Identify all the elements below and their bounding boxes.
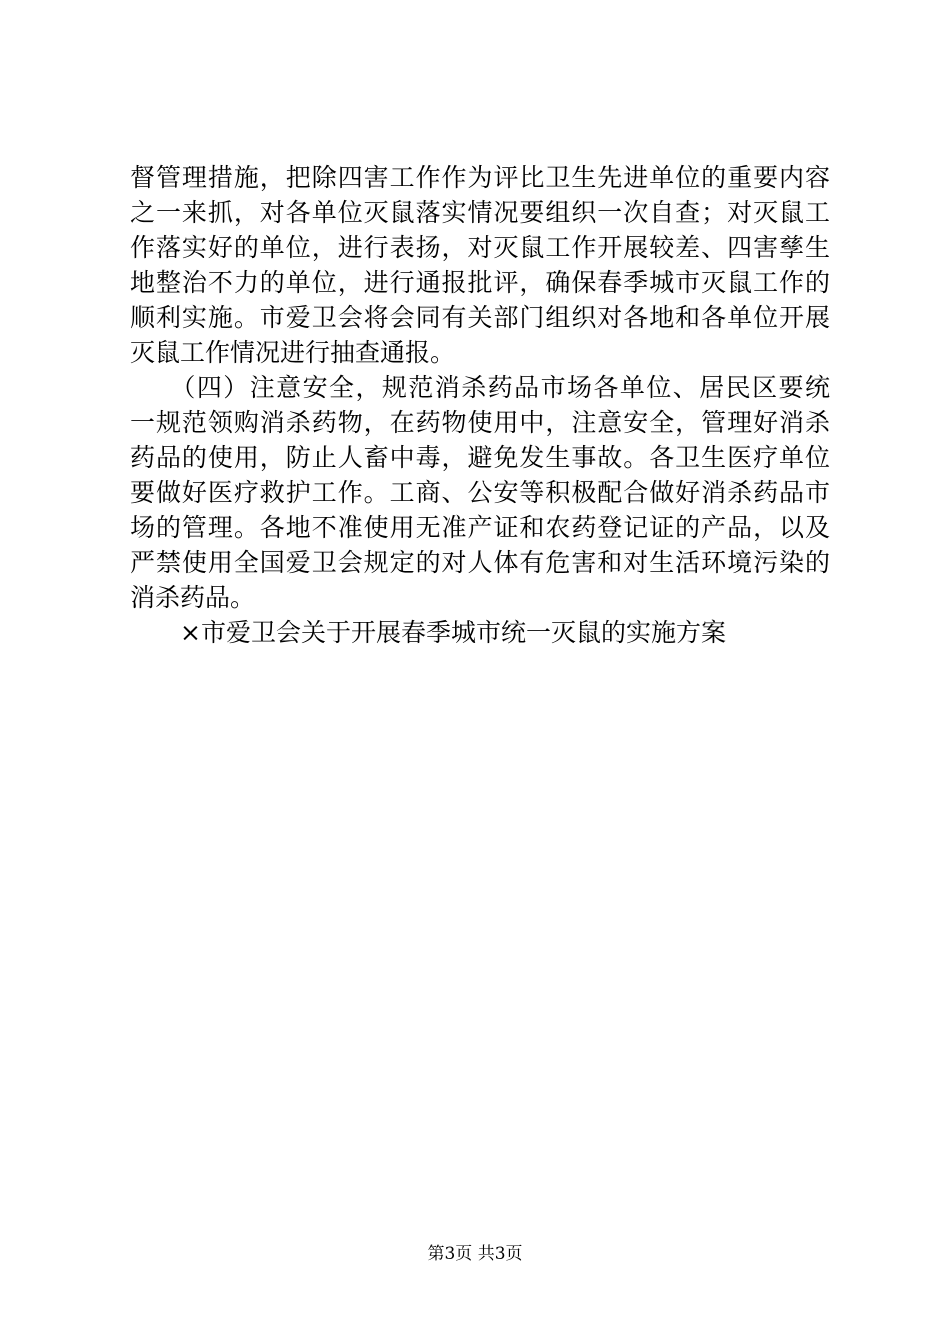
text-line: （四）注意安全，规范消杀药品市场各单位、居民区要统 (130, 373, 830, 402)
body-text (130, 160, 830, 650)
page-footer (0, 1242, 950, 1266)
text-line: 一规范领购消杀药物，在药物使用中，注意安全，管理好消杀 (130, 408, 830, 437)
text-line: 严禁使用全国爱卫会规定的对人体有危害和对生活环境污染的 (130, 548, 830, 577)
text-line: 消杀药品。 (130, 583, 256, 612)
text-line: 灭鼠工作情况进行抽查通报。 (130, 338, 456, 367)
text-line: 作落实好的单位，进行表扬，对灭鼠工作开展较差、四害孳生 (130, 233, 830, 262)
text-line: 地整治不力的单位，进行通报批评，确保春季城市灭鼠工作的 (130, 268, 830, 297)
page-number: 第3页 共3页 (427, 1244, 523, 1264)
text-line: 药品的使用，防止人畜中毒，避免发生事故。各卫生医疗单位 (130, 443, 830, 472)
text-line: 督管理措施，把除四害工作作为评比卫生先进单位的重要内容 (130, 163, 830, 192)
text-line: 要做好医疗救护工作。工商、公安等积极配合做好消杀药品市 (130, 478, 830, 507)
text-line: 场的管理。各地不准使用无准产证和农药登记证的产品，以及 (130, 513, 830, 542)
document-title-line: ×市爱卫会关于开展春季城市统一灭鼠的实施方案 (130, 618, 726, 647)
text-line: 之一来抓，对各单位灭鼠落实情况要组织一次自查；对灭鼠工 (130, 198, 830, 227)
text-line: 顺利实施。市爱卫会将会同有关部门组织对各地和各单位开展 (130, 303, 830, 332)
